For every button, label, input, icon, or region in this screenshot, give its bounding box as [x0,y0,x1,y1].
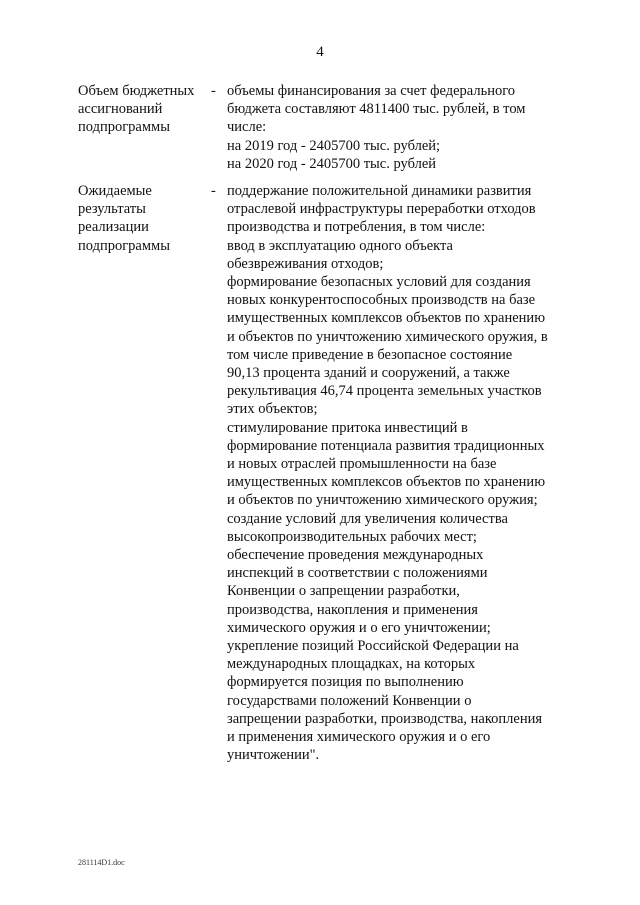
results-line: химического оружия и о его уничтожении; [227,619,491,636]
results-line: отраслевой инфраструктуры переработки отходов [227,201,536,218]
results-line: и объектов по уничтожению химического оружия; [227,492,538,509]
results-line: формируется позиция по выполнению [227,674,464,691]
results-line: поддержание положительной динамики развития [227,183,532,199]
results-line: государствами положений Конвенции о [227,692,472,709]
results-line: ввод в эксплуатацию одного объекта [227,237,453,254]
funding-line: на 2019 год - 2405700 тыс. рублей; [227,137,441,154]
results-line: международных площадках, на которых [227,656,476,673]
results-line: создание условий для увеличения количества [227,510,508,527]
results-line: этих объектов; [227,401,318,418]
funding-body [227,82,572,173]
results-line: запрещении разработки, производства, накопления [227,710,543,727]
results-label-line: Ожидаемые [78,183,152,199]
results-line: формирование потенциала развития традиционных [227,437,545,454]
results-label [78,182,208,255]
funding-dash: - [211,83,216,99]
results-line: 90,13 процента зданий и сооружений, а также [227,365,510,382]
funding-label [78,82,208,137]
results-line: уничтожении". [227,747,320,764]
funding-line: объемы финансирования за счет федерального [227,83,516,99]
footer-filename: 281114D1.doc [78,858,125,867]
funding-label-line: ассигнований [78,101,163,118]
results-dash: - [211,183,216,199]
results-line: Конвенции о запрещении разработки, [227,583,460,600]
funding-line: бюджета составляют 4811400 тыс. рублей, в том [227,101,526,118]
results-line: высокопроизводительных рабочих мест; [227,528,477,545]
results-line: обеспечение проведения международных [227,547,484,564]
results-label-line: подпрограммы [78,237,170,254]
results-line: рекультивация 46,74 процента земельных участков [227,383,542,400]
results-line: формирование безопасных условий для создания [227,274,531,291]
funding-line: на 2020 год - 2405700 тыс. рублей [227,155,437,172]
page-number: 4 [316,44,324,60]
results-line: стимулирование притока инвестиций в [227,419,468,436]
results-line: и применения химического оружия и о его [227,729,491,746]
results-line: имущественных комплексов объектов по хранению [227,310,546,327]
results-label-line: результаты [78,201,146,218]
funding-line: числе: [227,119,267,136]
results-line: инспекций в соответствии с положениями [227,565,488,582]
results-body [227,182,572,765]
results-line: и новых отраслей промышленности на базе [227,456,497,473]
results-line: имущественных комплексов объектов по хранению [227,474,546,491]
results-line: новых конкурентоспособных производств на базе [227,292,536,309]
results-label-line: реализации [78,219,149,236]
results-line: производства, накопления и применения [227,601,478,618]
results-line: укрепление позиций Российской Федерации на [227,638,519,655]
funding-label-line: подпрограммы [78,119,170,136]
results-line: производства и потребления, в том числе: [227,219,486,236]
results-line: и объектов по уничтожению химического оружия, в [227,328,548,345]
results-line: обезвреживания отходов; [227,255,384,272]
results-line: том числе приведение в безопасное состояние [227,346,513,363]
funding-label-line: Объем бюджетных [78,83,195,99]
